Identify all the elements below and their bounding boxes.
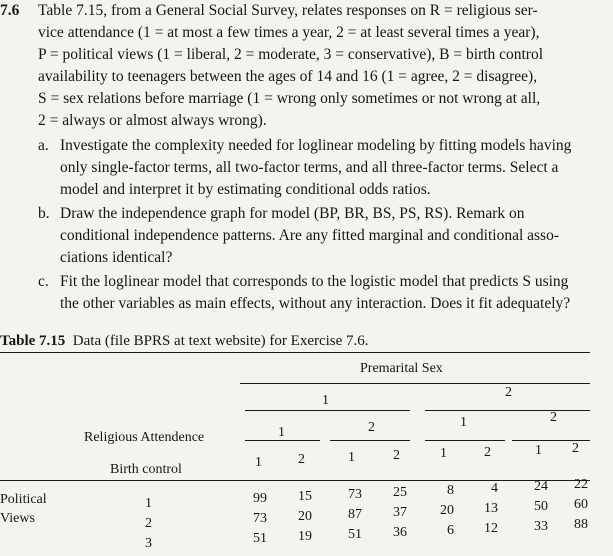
part-line: only single-factor terms, all two-factor terms, and all three-factor terms. Select a — [60, 159, 559, 176]
part-line: Draw the independence graph for model (BP, BR, BS, PS, RS). Remark on — [60, 205, 525, 222]
part-label: a. — [38, 137, 49, 154]
statement-line: 2 = always or almost always wrong). — [38, 112, 267, 129]
table-cell: 87 — [348, 507, 362, 522]
table-cell: 73 — [348, 487, 362, 502]
premarital-rule — [240, 383, 590, 384]
table-cell: 6 — [447, 523, 454, 538]
table-cell: 25 — [393, 485, 407, 500]
religious-label: Religious Attendence — [84, 430, 205, 445]
birth-level: 2 — [298, 452, 305, 467]
header-bottom-rule — [0, 480, 590, 481]
table-cell: 60 — [574, 497, 588, 512]
table-cell: 51 — [253, 531, 267, 546]
table-caption-text: Data (file BPRS at text website) for Exercise 7.6. — [72, 333, 369, 349]
part-line: conditional independence patterns. Are any fitted marginal and conditional asso- — [60, 227, 560, 244]
part-label: b. — [38, 205, 50, 222]
birth-level: 2 — [572, 441, 579, 456]
table-cell: 73 — [253, 511, 267, 526]
statement-line: S = sex relations before marriage (1 = wrong only sometimes or not wrong at all, — [38, 90, 541, 107]
political-views-label: Political — [0, 492, 47, 507]
birth-level: 1 — [440, 446, 447, 461]
premarital-header: Premarital Sex — [360, 361, 443, 376]
row-level: 3 — [145, 536, 152, 551]
table-cell: 99 — [253, 491, 267, 506]
statement-line: vice attendance (1 = at most a few times a year, 2 = at least several times a year), — [38, 24, 540, 41]
table-cell: 33 — [534, 519, 548, 534]
religious-level: 2 — [368, 420, 375, 435]
part-label: c. — [38, 273, 49, 290]
religious-rule — [425, 440, 505, 441]
birth-level: 1 — [255, 455, 262, 470]
table-caption-label: Table 7.15 — [0, 333, 66, 349]
table-cell: 20 — [440, 503, 454, 518]
table-cell: 8 — [447, 483, 454, 498]
political-views-label: Views — [0, 511, 35, 526]
exercise-number: 7.6 — [0, 2, 20, 19]
part-line: ciations identical? — [60, 249, 173, 266]
premarital-1-rule — [245, 410, 410, 411]
table-cell: 12 — [484, 521, 498, 536]
table-cell: 15 — [298, 489, 312, 504]
table-caption — [0, 333, 369, 350]
religious-level: 1 — [278, 425, 285, 440]
table-cell: 51 — [348, 527, 362, 542]
table-cell: 13 — [484, 501, 498, 516]
table-cell: 24 — [534, 479, 548, 494]
part-line: the other variables as main effects, without any interaction. Does it fit adequately? — [60, 295, 571, 312]
table-cell: 36 — [393, 525, 407, 540]
premarital-level: 2 — [505, 385, 512, 400]
birth-level: 1 — [348, 450, 355, 465]
religious-rule — [330, 440, 410, 441]
statement-line: availability to teenagers between the ages of 14 and 16 (1 = agree, 2 = disagree), — [38, 68, 538, 85]
table-cell: 88 — [574, 517, 588, 532]
table-cell: 4 — [491, 481, 498, 496]
statement-line: P = political views (1 = liberal, 2 = moderate, 3 = conservative), B = birth control — [38, 46, 543, 63]
religious-level: 2 — [550, 410, 557, 425]
table-cell: 19 — [298, 529, 312, 544]
part-line: Fit the loglinear model that corresponds to the logistic model that predicts S using — [60, 273, 569, 290]
table-cell: 22 — [574, 477, 588, 492]
birth-control-label: Birth control — [110, 462, 182, 477]
row-level: 1 — [145, 496, 152, 511]
premarital-level: 1 — [322, 393, 329, 408]
statement-line: Table 7.15, from a General Social Survey, relates responses on R = religious ser- — [38, 2, 538, 19]
religious-level: 1 — [460, 415, 467, 430]
table-cell: 20 — [298, 509, 312, 524]
row-level: 2 — [145, 516, 152, 531]
table-cell: 37 — [393, 505, 407, 520]
part-line: model and interpret it by estimating conditional odds ratios. — [60, 181, 431, 198]
part-line: Investigate the complexity needed for loglinear modeling by fitting models having — [60, 137, 572, 154]
birth-level: 1 — [535, 443, 542, 458]
table-cell: 50 — [534, 499, 548, 514]
premarital-2-rule — [425, 410, 590, 411]
table-top-rule — [0, 352, 590, 353]
birth-level: 2 — [393, 448, 400, 463]
birth-level: 2 — [484, 445, 491, 460]
